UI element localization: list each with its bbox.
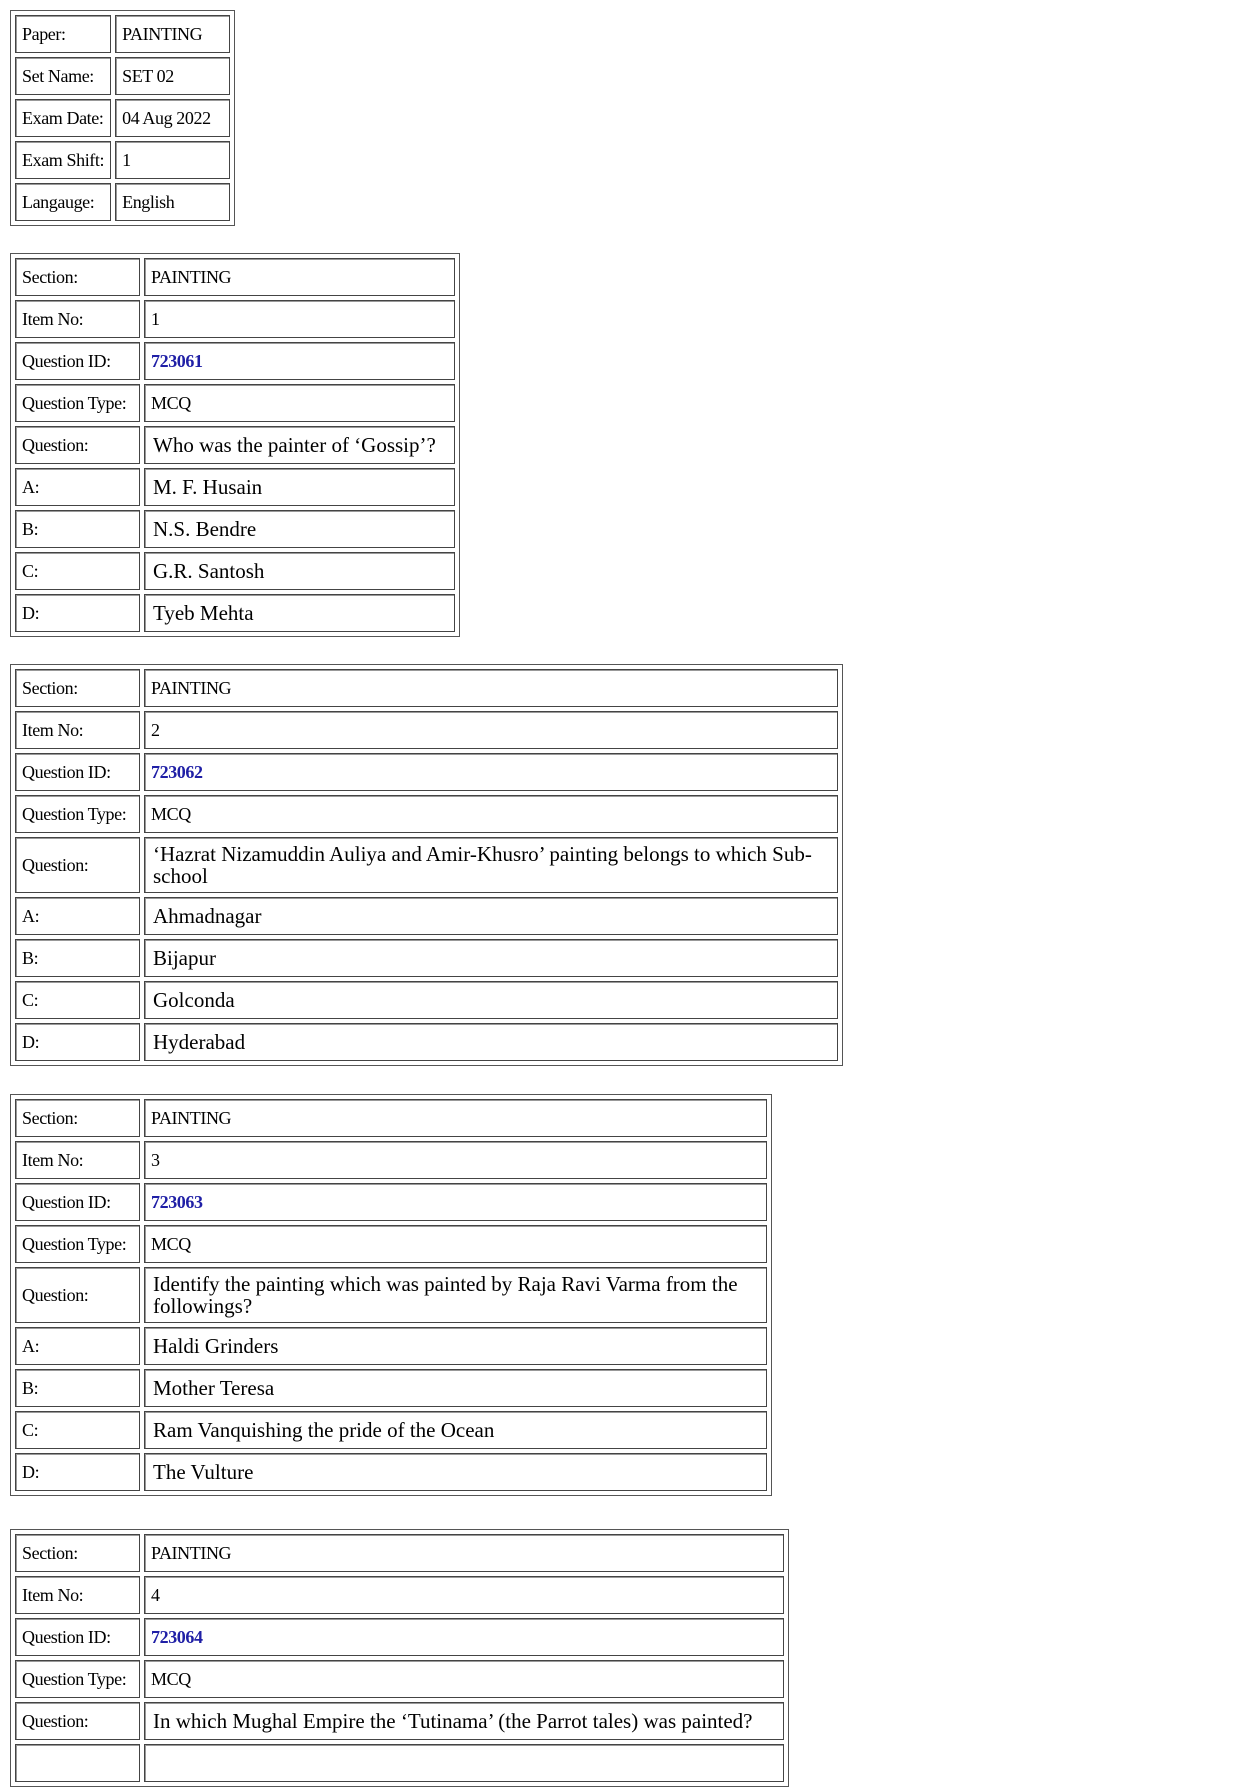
question-table-2: [10, 664, 843, 1066]
item-no-row: [15, 300, 455, 338]
option-c-row: [15, 1411, 767, 1449]
question-type-label: Question Type:: [15, 1225, 140, 1263]
option-a-text: [144, 1744, 784, 1782]
option-c-row: [15, 552, 455, 590]
option-b-text: N.S. Bendre: [144, 510, 455, 548]
question-id-value: 723064: [144, 1618, 784, 1656]
set-name-label: Set Name:: [15, 57, 111, 95]
item-no-row: [15, 1141, 767, 1179]
option-d-label: D:: [15, 594, 140, 632]
option-b-label: B:: [15, 939, 140, 977]
question-type-label: Question Type:: [15, 795, 140, 833]
question-text: Who was the painter of ‘Gossip’?: [144, 426, 455, 464]
option-d-label: D:: [15, 1023, 140, 1061]
question-id-row: [15, 1618, 784, 1656]
question-type-row: [15, 1660, 784, 1698]
option-c-label: C:: [15, 552, 140, 590]
language-label: Langauge:: [15, 183, 111, 221]
exam-info-row-set-name: [15, 57, 230, 95]
question-type-value: MCQ: [144, 795, 838, 833]
section-value: PAINTING: [144, 1099, 767, 1137]
option-d-text: The Vulture: [144, 1453, 767, 1491]
option-a-label: [15, 1744, 140, 1782]
option-a-row: [15, 1744, 784, 1782]
option-c-text: Ram Vanquishing the pride of the Ocean: [144, 1411, 767, 1449]
question-id-row: [15, 342, 455, 380]
item-no-value: 2: [144, 711, 838, 749]
question-label: Question:: [15, 837, 140, 893]
option-b-row: [15, 939, 838, 977]
question-row: [15, 1702, 784, 1740]
option-c-label: C:: [15, 1411, 140, 1449]
option-b-text: Bijapur: [144, 939, 838, 977]
item-no-label: Item No:: [15, 711, 140, 749]
item-no-row: [15, 711, 838, 749]
question-table-4: [10, 1529, 789, 1787]
question-text: ‘Hazrat Nizamuddin Auliya and Amir-Khusro’ painting belongs to which Sub-school: [144, 837, 838, 893]
item-no-label: Item No:: [15, 300, 140, 338]
question-type-row: [15, 1225, 767, 1263]
option-d-text: Hyderabad: [144, 1023, 838, 1061]
option-a-label: A:: [15, 468, 140, 506]
exam-shift-value: 1: [115, 141, 230, 179]
option-a-label: A:: [15, 897, 140, 935]
option-a-text: Haldi Grinders: [144, 1327, 767, 1365]
option-b-label: B:: [15, 1369, 140, 1407]
option-d-row: [15, 1023, 838, 1061]
question-type-value: MCQ: [144, 1660, 784, 1698]
section-label: Section:: [15, 1534, 140, 1572]
option-a-text: M. F. Husain: [144, 468, 455, 506]
question-type-label: Question Type:: [15, 384, 140, 422]
question-row: [15, 1267, 767, 1323]
question-type-value: MCQ: [144, 1225, 767, 1263]
option-d-text: Tyeb Mehta: [144, 594, 455, 632]
option-c-text: Golconda: [144, 981, 838, 1019]
question-table-3: [10, 1094, 772, 1496]
question-id-row: [15, 1183, 767, 1221]
exam-shift-label: Exam Shift:: [15, 141, 111, 179]
paper-value: PAINTING: [115, 15, 230, 53]
section-value: PAINTING: [144, 669, 838, 707]
option-b-row: [15, 1369, 767, 1407]
option-d-row: [15, 1453, 767, 1491]
section-value: PAINTING: [144, 1534, 784, 1572]
question-id-label: Question ID:: [15, 1183, 140, 1221]
question-id-label: Question ID:: [15, 753, 140, 791]
section-label: Section:: [15, 669, 140, 707]
item-no-row: [15, 1576, 784, 1614]
question-label: Question:: [15, 426, 140, 464]
option-a-text: Ahmadnagar: [144, 897, 838, 935]
exam-info-table: [10, 10, 235, 226]
question-row: [15, 426, 455, 464]
question-label: Question:: [15, 1267, 140, 1323]
paper-label: Paper:: [15, 15, 111, 53]
question-table-1: [10, 253, 460, 637]
exam-info-row-language: [15, 183, 230, 221]
question-id-value: 723062: [144, 753, 838, 791]
exam-date-label: Exam Date:: [15, 99, 111, 137]
exam-info-row-paper: [15, 15, 230, 53]
item-no-value: 3: [144, 1141, 767, 1179]
question-type-value: MCQ: [144, 384, 455, 422]
question-type-row: [15, 384, 455, 422]
question-id-value: 723061: [144, 342, 455, 380]
exam-info-row-exam-shift: [15, 141, 230, 179]
option-a-label: A:: [15, 1327, 140, 1365]
option-a-row: [15, 897, 838, 935]
question-id-label: Question ID:: [15, 1618, 140, 1656]
exam-date-value: 04 Aug 2022: [115, 99, 230, 137]
option-a-row: [15, 1327, 767, 1365]
question-id-value: 723063: [144, 1183, 767, 1221]
option-c-text: G.R. Santosh: [144, 552, 455, 590]
language-value: English: [115, 183, 230, 221]
section-row: [15, 1099, 767, 1137]
item-no-label: Item No:: [15, 1576, 140, 1614]
item-no-value: 4: [144, 1576, 784, 1614]
exam-info-row-exam-date: [15, 99, 230, 137]
question-row: [15, 837, 838, 893]
set-name-value: SET 02: [115, 57, 230, 95]
question-text: Identify the painting which was painted by Raja Ravi Varma from the followings?: [144, 1267, 767, 1323]
section-value: PAINTING: [144, 258, 455, 296]
item-no-value: 1: [144, 300, 455, 338]
item-no-label: Item No:: [15, 1141, 140, 1179]
option-a-row: [15, 468, 455, 506]
option-d-label: D:: [15, 1453, 140, 1491]
section-row: [15, 669, 838, 707]
question-id-label: Question ID:: [15, 342, 140, 380]
question-label: Question:: [15, 1702, 140, 1740]
option-c-label: C:: [15, 981, 140, 1019]
question-id-row: [15, 753, 838, 791]
option-c-row: [15, 981, 838, 1019]
question-type-label: Question Type:: [15, 1660, 140, 1698]
section-row: [15, 258, 455, 296]
option-b-label: B:: [15, 510, 140, 548]
question-text: In which Mughal Empire the ‘Tutinama’ (the Parrot tales) was painted?: [144, 1702, 784, 1740]
section-label: Section:: [15, 1099, 140, 1137]
section-row: [15, 1534, 784, 1572]
question-type-row: [15, 795, 838, 833]
section-label: Section:: [15, 258, 140, 296]
option-b-row: [15, 510, 455, 548]
option-d-row: [15, 594, 455, 632]
option-b-text: Mother Teresa: [144, 1369, 767, 1407]
